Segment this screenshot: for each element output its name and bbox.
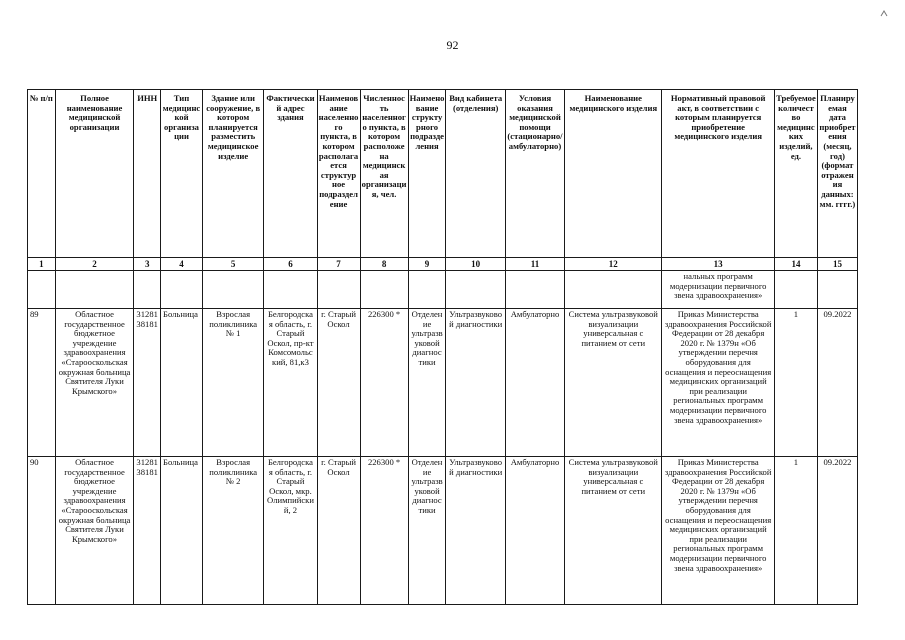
row-date: 09.2022	[817, 457, 857, 605]
row-population: 226300 *	[360, 457, 408, 605]
col-number: 3	[134, 258, 161, 271]
col-number: 8	[360, 258, 408, 271]
header-cabinet: Вид кабинета (отделения)	[446, 90, 505, 258]
continuation-row	[28, 271, 858, 309]
col-number: 2	[55, 258, 134, 271]
row-inn: 3128138181	[134, 309, 161, 457]
row-act: Приказ Министерства здравоохранения Российской Федерации от 28 декабря 2020 г. № 1379н «Об утверждении перечня оборудования для оснащения и переоснащения медицинских организаций при реализации региональных программ модернизации первичного звена здравоохранения»	[662, 457, 775, 605]
header-num: № п/п	[28, 90, 56, 258]
row-conditions: Амбулаторно	[505, 309, 564, 457]
row-type: Больница	[161, 457, 203, 605]
row-inn: 3128138181	[134, 457, 161, 605]
col-number: 11	[505, 258, 564, 271]
header-type: Тип медицинской организации	[161, 90, 203, 258]
row-org: Областное государственное бюджетное учреждение здравоохранения «Старооскольская окружная больница Святителя Луки Крымского»	[55, 309, 134, 457]
header-qty: Требуемое количество медицинских изделий, ед.	[774, 90, 817, 258]
row-division: Отделение ультразвуковой диагностики	[408, 309, 446, 457]
row-settlement: г. Старый Оскол	[317, 309, 360, 457]
header-device: Наименование медицинского изделия	[565, 90, 662, 258]
row-building: Взрослая поликлиника № 1	[202, 309, 263, 457]
header-address: Фактический адрес здания	[264, 90, 317, 258]
continuation-text: нальных программ модернизации первичного звена здравоохранения»	[662, 271, 775, 309]
row-population: 226300 *	[360, 309, 408, 457]
row-num: 90	[28, 457, 56, 605]
col-number: 13	[662, 258, 775, 271]
row-qty: 1	[774, 309, 817, 457]
row-act: Приказ Министерства здравоохранения Российской Федерации от 28 декабря 2020 г. № 1379н «Об утверждении перечня оборудования для оснащения и переоснащения медицинских организаций при реализации региональных программ модернизации первичного звена здравоохранения»	[662, 309, 775, 457]
header-building: Здание или сооружение, в котором планируется разместить медицинское изделие	[202, 90, 263, 258]
column-number-row	[28, 258, 858, 271]
col-number: 1	[28, 258, 56, 271]
table-row	[28, 457, 858, 605]
row-settlement: г. Старый Оскол	[317, 457, 360, 605]
row-type: Больница	[161, 309, 203, 457]
row-date: 09.2022	[817, 309, 857, 457]
corner-mark-icon	[880, 10, 888, 18]
col-number: 7	[317, 258, 360, 271]
table-row	[28, 309, 858, 457]
header-date: Планируемая дата приобретения (месяц, год) (формат отражения данных: мм. гггг.)	[817, 90, 857, 258]
col-number: 12	[565, 258, 662, 271]
col-number: 5	[202, 258, 263, 271]
row-division: Отделение ультразвуковой диагностики	[408, 457, 446, 605]
row-cabinet: Ультразвуковой диагностики	[446, 457, 505, 605]
header-settlement: Наименование населенного пункта, в котором располагается структурное подразделение	[317, 90, 360, 258]
row-device: Система ультразвуковой визуализации универсальная с питанием от сети	[565, 309, 662, 457]
row-conditions: Амбулаторно	[505, 457, 564, 605]
col-number: 14	[774, 258, 817, 271]
col-number: 6	[264, 258, 317, 271]
equipment-table	[27, 89, 858, 605]
row-cabinet: Ультразвуковой диагностики	[446, 309, 505, 457]
header-population: Численность населенного пункта, в котором расположена медицинская организация, чел.	[360, 90, 408, 258]
col-number: 10	[446, 258, 505, 271]
header-inn: ИНН	[134, 90, 161, 258]
header-division: Наименование структурного подразделения	[408, 90, 446, 258]
page-number: 92	[446, 38, 459, 52]
header-act: Нормативный правовой акт, в соответствии с которым планируется приобретение медицинского изделия	[662, 90, 775, 258]
row-address: Белгородская область, г. Старый Оскол, пр-кт Комсомольский, 81,к3	[264, 309, 317, 457]
col-number: 15	[817, 258, 857, 271]
row-address: Белгородская область, г. Старый Оскол, мкр. Олимпийский, 2	[264, 457, 317, 605]
row-device: Система ультразвуковой визуализации универсальная с питанием от сети	[565, 457, 662, 605]
row-qty: 1	[774, 457, 817, 605]
header-row	[28, 90, 858, 258]
header-org: Полное наименование медицинской организации	[55, 90, 134, 258]
row-org: Областное государственное бюджетное учреждение здравоохранения «Старооскольская окружная больница Святителя Луки Крымского»	[55, 457, 134, 605]
row-building: Взрослая поликлиника № 2	[202, 457, 263, 605]
header-conditions: Условия оказания медицинской помощи (стационарно/амбулаторно)	[505, 90, 564, 258]
col-number: 9	[408, 258, 446, 271]
col-number: 4	[161, 258, 203, 271]
row-num: 89	[28, 309, 56, 457]
